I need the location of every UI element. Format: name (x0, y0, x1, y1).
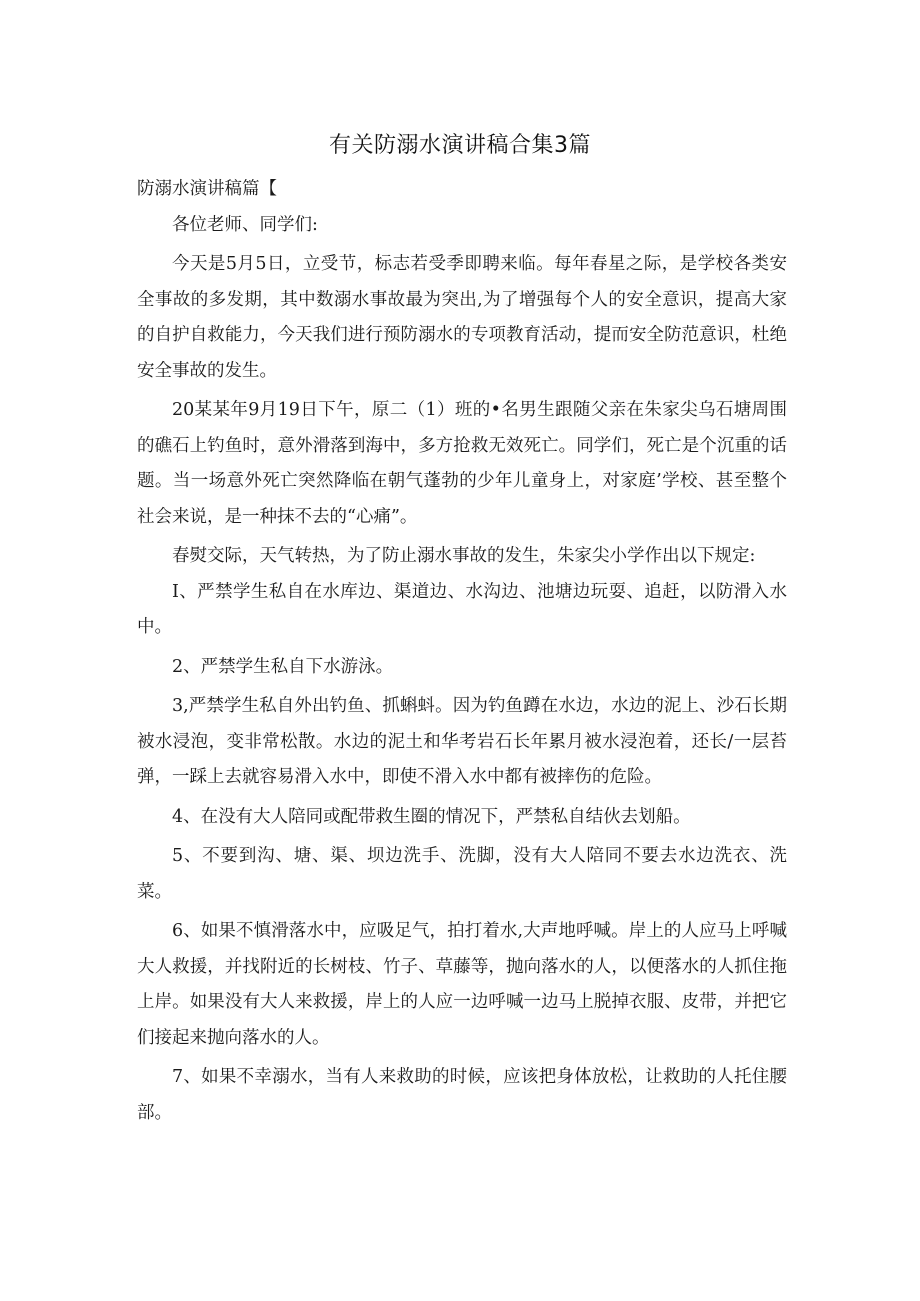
salutation-paragraph: 各位老师、同学们: (172, 214, 318, 235)
body-paragraph: 今天是5月5日，立受节，标志若受季即聘来临。每年春星之际，是学校各类安全事故的多发期，其中数溺水事故最为突出,为了增强每个人的安全意识，提高大家的自护自救能力，今天我们进行预防溺水的专项教育活动，提而安全防范意识，杜绝安全事故的发生。 (137, 254, 787, 381)
document-body (137, 172, 787, 1135)
rule-item: 4、在没有大人陪同或配带救生圈的情况下，严禁私自结伙去划船。 (172, 806, 691, 827)
body-paragraph: 20某某年9月19日下午，原二（1）班的•名男生跟随父亲在朱家尖乌石塘周围的礁石上钓鱼时，意外滑落到海中，多方抢救无效死亡。同学们，死亡是个沉重的话题。当一场意外死亡突然降临在朝气蓬勃的少年儿童身上，对家庭’学校、甚至整个社会来说，是一种抹不去的“心痛”。 (137, 400, 787, 527)
rule-item: I、严禁学生私自在水库边、渠道边、水沟边、池塘边玩耍、追赶，以防滑入水中。 (137, 581, 787, 637)
rule-item: 7、如果不幸溺水，当有人来救助的时候，应该把身体放松，让救助的人托住腰部。 (137, 1067, 787, 1123)
body-paragraph: 春熨交际，天气转热，为了防止溺水事故的发生，朱家尖小学作出以下规定: (172, 546, 756, 566)
rule-item: 2、严禁学生私自下水游泳。 (172, 656, 394, 677)
document-title: 有关防溺水演讲稿合集3篇 (329, 133, 591, 158)
rule-item: 6、如果不慎滑落水中，应吸足气，拍打着水,大声地呼喊。岸上的人应马上呼喊大人救援，并找附近的长树枝、竹子、草藤等，抛向落水的人，以便落水的人抓住拖上岸。如果没有大人来救援，岸上的人应一边呼喊一边马上脱掉衣服、皮带，并把它们接起来抛向落水的人。 (137, 921, 787, 1048)
rule-item: 3,严禁学生私自外出钓鱼、抓蝌蚪。因为钓鱼蹲在水边，水边的泥上、沙石长期被水浸泡，变非常松散。水边的泥土和华考岩石长年累月被水浸泡着，还长/一层苔弹，一踩上去就容易滑入水中，即使不滑入水中都有被摔伤的危险。 (137, 696, 787, 787)
rule-item: 5、不要到沟、塘、渠、坝边洗手、洗脚，没有大人陪同不要去水边洗衣、洗菜。 (137, 846, 787, 902)
section-heading: 防溺水演讲稿篇【 (137, 179, 277, 199)
